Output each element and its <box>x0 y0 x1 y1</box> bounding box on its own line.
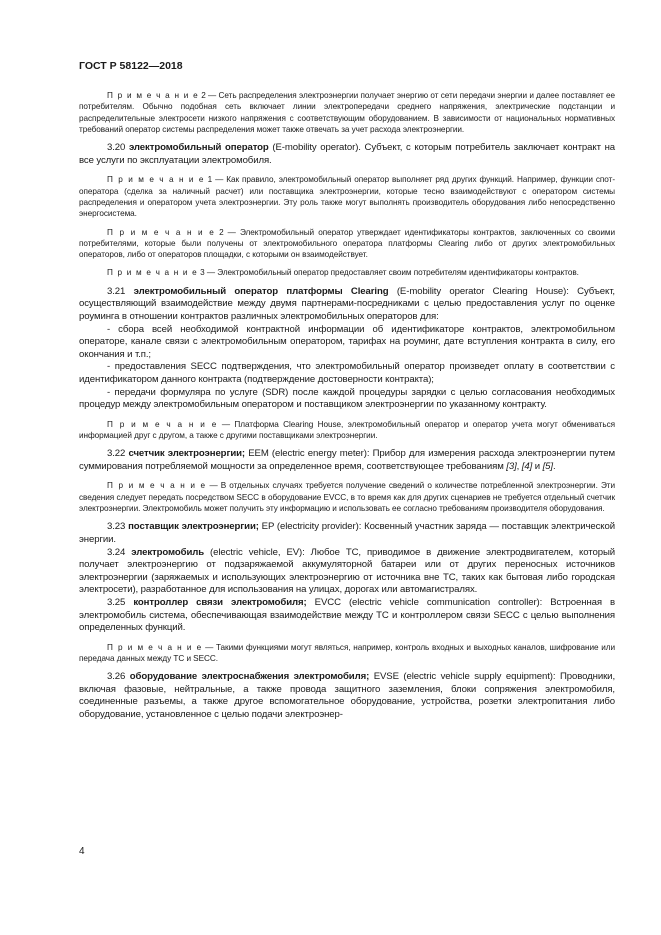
note-text: 3 — Электромобильный оператор предоставляет своим потребителям идентификаторы контрактов. <box>197 268 579 278</box>
separator: , <box>516 460 522 472</box>
note-label: П р и м е ч а н и е <box>107 227 215 237</box>
note-label: П р и м е ч а н и е <box>107 91 199 100</box>
clause-number: 3.26 <box>107 671 130 683</box>
clause-number: 3.20 <box>107 142 129 154</box>
note-text: — Платформа Clearing House, электромобильный оператор и оператор учета могут обмениваться информацией друг с другом, а также с другими поставщиками электроэнергии. <box>79 419 615 440</box>
reference-link[interactable]: [3] <box>506 460 517 472</box>
note-label: П р и м е ч а н и е <box>107 268 198 278</box>
page-number: 4 <box>79 846 85 857</box>
note-text: 2 — Сеть распределения электроэнергии получает энергию от сети передачи энергии и далее поставляет ее потребителям. Обычно подобная сеть включает линии электропередачи среднего напряжения, электрические подстанции и распределительные электросети низкого напряжения с соответствующим оборудованием. В зависимости от национальных нормативных требований оператор системы распределения может также отвечать за учет расхода электроэнергии. <box>79 91 616 134</box>
clause-number: 3.25 <box>107 596 134 608</box>
note-3-21 <box>79 419 615 442</box>
definition-text: (E-mobility operator). Субъект, с которым потребитель заключает контракт на все услуги по эксплуатации электромобиля. <box>79 142 616 166</box>
clause-number: 3.21 <box>107 285 134 297</box>
note-3-25 <box>79 642 615 665</box>
term: счетчик электроэнергии; <box>128 448 246 460</box>
reference-link[interactable]: [4] <box>521 460 533 472</box>
note-3-20-1 <box>79 174 615 219</box>
list-item: - передачи формуляра по услуге (SDR) после каждой процедуры зарядки с целью согласования необходимых процедур между электромобильным оператором и поставщиком электроэнергии по указанному контракту. <box>79 386 615 411</box>
clause-number: 3.22 <box>107 448 129 460</box>
note-label: П р и м е ч а н и е <box>107 481 207 491</box>
definition-3-22 <box>79 448 615 473</box>
note-text: 1 — Как правило, электромобильный оператор выполняет ряд других функций. Например, функции спот-оператора (сделка за наличный расчет) или поставщика электроэнергии, которые тесно взаимодействуют с оператором системы распределения и оператором учета электроэнергии. Эту роль также могут выполнять производитель оборудования либо непосредственно энергосистема. <box>79 175 615 219</box>
definition-text: EVSE (electric vehicle supply equipment): Проводники, включая фазовые, нейтральные, а также провода защитного заземления, блоки сопряжения электромобиля, соединенные разъемы, а также другое вспомогательное оборудование, устройства, розетки электропитания либо оборудование, установленное с целью подачи электроэнер- <box>79 671 616 721</box>
note-label: П р и м е ч а н и е <box>107 175 205 185</box>
document-header: ГОСТ Р 58122—2018 <box>79 60 183 72</box>
separator: и <box>532 460 543 472</box>
clause-number: 3.24 <box>107 546 132 558</box>
document-body <box>79 90 615 729</box>
term: контроллер связи электромобиля; <box>133 596 307 608</box>
definition-text: EVCC (electric vehicle communication controller): Встроенная в электромобиль система, обеспечивающая взаимодействие между ТС и контроллером связи SECC с целью выполнения определенных функций. <box>79 596 616 634</box>
term: поставщик электроэнергии; <box>128 521 259 533</box>
note-text: — Такими функциями могут являться, например, контроль входных и выходных каналов, шифрование или передача данных между ТС и SECC. <box>79 642 615 663</box>
definition-text: EEM (electric energy meter): Прибор для измерения расхода электроэнергии путем суммирования потребляемой мощности за определенное время, соответствующее требованиям <box>79 448 615 472</box>
note-3-22 <box>79 480 615 514</box>
note-label: П р и м е ч а н и е <box>107 642 203 652</box>
note-text: — В отдельных случаях требуется получение сведений о количестве потребленной электроэнергии. Эти сведения следует передать посредством SECC в оборудование EVCC, в то время как для других сценариев не требуется отдельный счетчик электроэнергии. Электромобиль может получить эту информацию и использовать ее согласно требованиям производителя оборудования. <box>79 481 616 514</box>
list-item: - предоставления SECC подтверждения, что электромобильный оператор произведет оплату в соответствии с идентификатором данного контракта (подтверждение достоверности контракта); <box>79 361 615 385</box>
note-3-20-2 <box>79 227 615 261</box>
note-text: 2 — Электромобильный оператор утверждает идентификаторы контрактов, заключенных со своими потребителями, которые были получены от электромобильного оператора платформы Clearing либо от других электромобильных операторов, либо от операторов площадки, с которыми он взаимодействует. <box>79 227 616 260</box>
definition-text: (E-mobility operator Clearing House): Субъект, осуществляющий взаимодействие между двумя партнерами-посредниками с целью предоставления услуг по оценке роуминга в отношении контрактов различных электромобильных операторов для: <box>79 285 615 322</box>
definition-text: EP (electricity provider): Косвенный участник заряда — поставщик электрической энергии. <box>79 521 615 545</box>
term: электромобильный оператор платформы Clearing <box>133 285 389 297</box>
definition-3-20 <box>79 142 615 167</box>
clause-number: 3.23 <box>107 521 129 533</box>
definition-3-23 <box>79 521 615 546</box>
term: электромобильный оператор <box>128 142 269 154</box>
note-3-20-3 <box>79 267 615 278</box>
definition-text: (electric vehicle, EV): Любое ТС, приводимое в движение электродвигателем, который получает электроэнергию от подзаряжаемой аккумуляторной батареи или от других переносных источников электроэнергии (заряжаемых и использующих электроэнергию от источника вне ТС, таких как бытовая либо городская электросети), разработанное для использования на улицах, дорогах или автомагистралях. <box>79 546 615 596</box>
reference-link[interactable]: [5] <box>542 460 553 472</box>
term: электромобиль <box>131 546 205 558</box>
period: . <box>552 460 556 472</box>
note-2-distribution-network <box>79 90 615 135</box>
list-item: - сбора всей необходимой контрактной информации об идентификаторе контрактов, электромобильном операторе, канале связи с электромобильным оператором, тарифах на роуминг, дате вступления контракта в силу, его окончания и т.п.; <box>79 323 615 360</box>
term: оборудование электроснабжения электромобиля; <box>129 671 370 683</box>
definition-3-21 <box>79 286 615 324</box>
definition-3-26 <box>79 671 615 721</box>
note-label: П р и м е ч а н и е <box>107 419 218 429</box>
definition-3-24 <box>79 547 615 597</box>
definition-3-25 <box>79 597 615 635</box>
